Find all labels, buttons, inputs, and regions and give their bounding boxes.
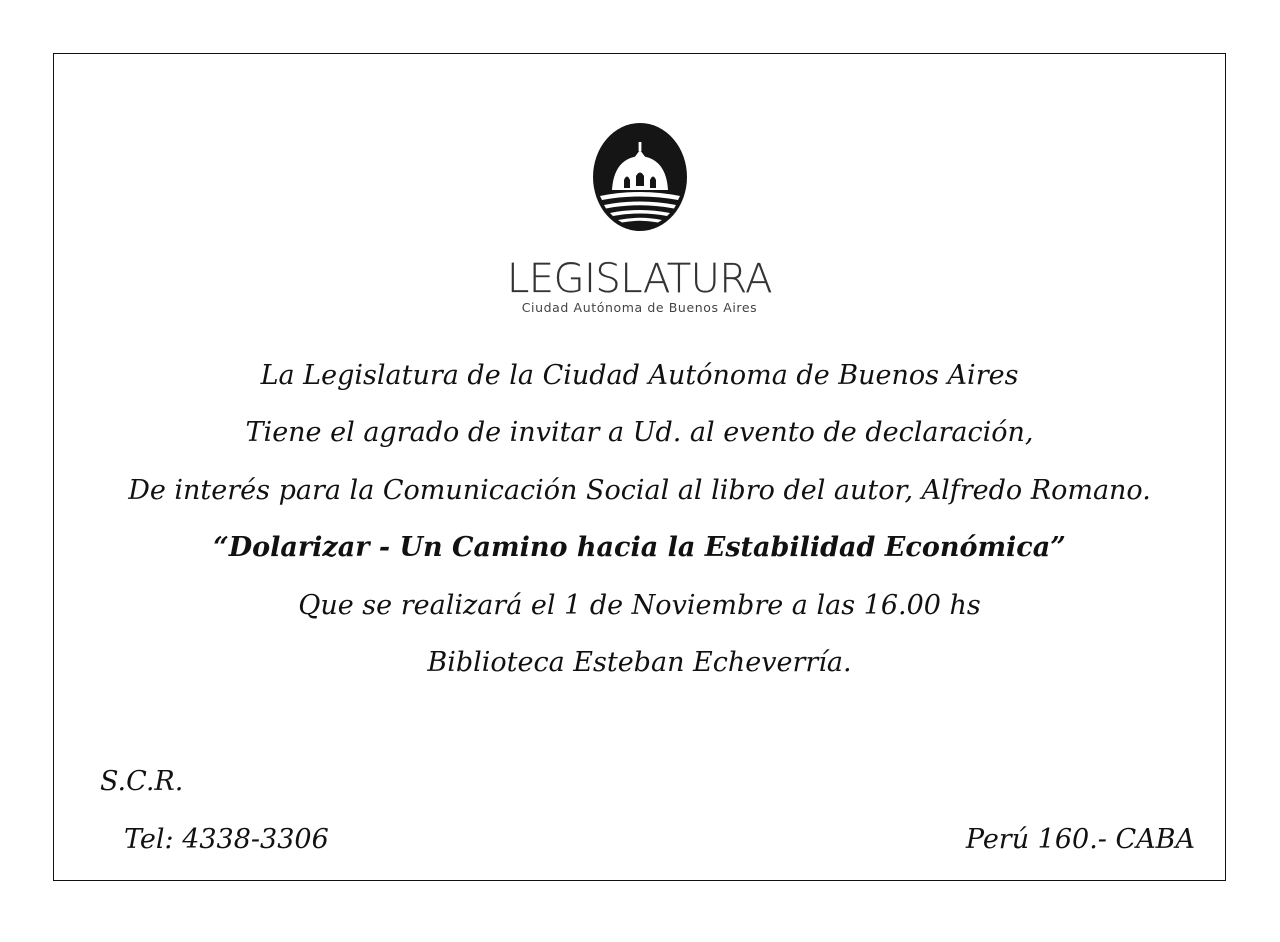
legislatura-logo — [54, 122, 1225, 315]
logo-subtitle: Ciudad Autónoma de Buenos Aires — [521, 300, 758, 315]
logo-title: LEGISLATURA — [507, 256, 772, 302]
invitation-line-host: La Legislatura de la Ciudad Autónoma de Buenos Aires — [260, 360, 1019, 391]
book-title: “Dolarizar - Un Camino hacia la Estabilidad Económica” — [213, 532, 1066, 563]
legislature-dome-icon — [590, 122, 690, 235]
address: Perú 160.- CABA — [965, 824, 1195, 855]
rsvp-note: S.C.R. — [100, 766, 184, 797]
invitation-card — [53, 53, 1226, 881]
phone-number: Tel: 4338-3306 — [124, 824, 329, 855]
event-date-time: Que se realizará el 1 de Noviembre a las 16.00 hs — [298, 590, 981, 621]
invitation-line-interest: De interés para la Comunicación Social al libro del autor, Alfredo Romano. — [128, 475, 1151, 506]
event-venue: Biblioteca Esteban Echeverría. — [427, 647, 852, 678]
invitation-line-invite: Tiene el agrado de invitar a Ud. al evento de declaración, — [245, 417, 1034, 448]
